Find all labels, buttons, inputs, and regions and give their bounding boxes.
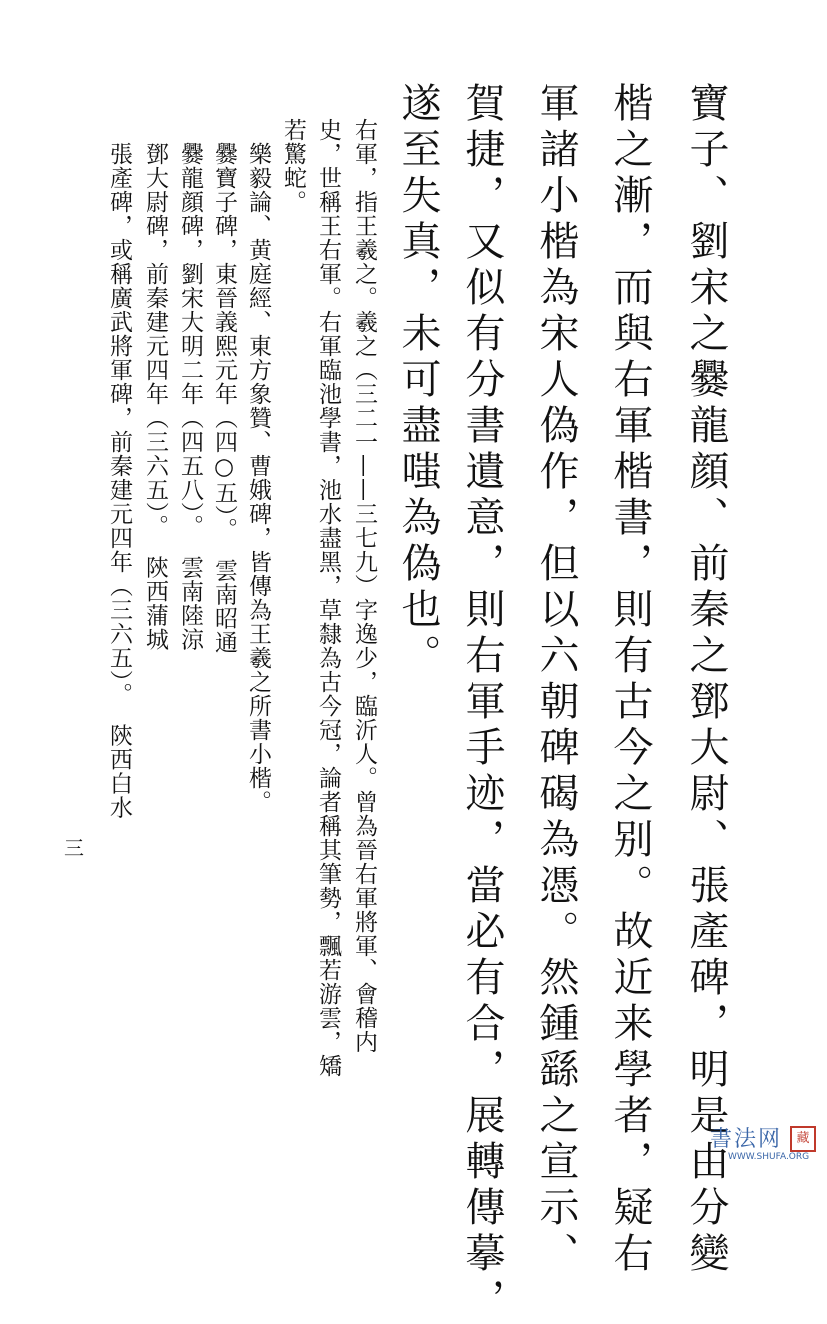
main-column-4: 賀捷，又似有分書遺意，則右軍手迹，當必有合，展轉傳摹， <box>459 82 505 1324</box>
main-column-1: 寶子、劉宋之爨龍顔、前秦之鄧大尉、張產碑，明是由分變 <box>683 82 729 1278</box>
note-column-2: 史，世稱王右軍。右軍臨池學書，池水盡黑，草隸為古今冠，論者稱其筆勢，飄若游雲，矯 <box>315 118 341 1078</box>
main-column-3: 軍諸小楷為宋人偽作，但以六朝碑碣為憑。然鍾繇之宣示、 <box>533 82 579 1278</box>
main-column-5: 遂至失真，未可盡嗤為偽也。 <box>395 82 441 680</box>
note-column-1: 右軍，指王羲之。羲之（三二一——三七九）字逸少，臨沂人。曾為晉右軍將軍、會稽内 <box>351 118 377 1054</box>
note-column-3: 若驚蛇。 <box>280 118 306 214</box>
main-column-2: 楷之漸，而與右軍楷書，則有古今之别。故近来學者，疑右 <box>607 82 653 1278</box>
note-column-7: 鄧大尉碑，前秦建元四年（三六五）。 陝西蒲城 <box>142 142 168 652</box>
note-column-6: 爨龍顔碑，劉宋大明二年（四五八）。 雲南陸涼 <box>177 142 203 652</box>
watermark-text: 書法网 <box>710 1127 783 1152</box>
watermark-seal: 藏 <box>790 1126 816 1152</box>
note-column-8: 張產碑，或稱廣武將軍碑，前秦建元四年（三六五）。 陝西白水 <box>106 142 132 820</box>
note-column-5: 爨寶子碑，東晉義熙元年（四○五）。 雲南昭通 <box>211 142 237 655</box>
page-number: 三 <box>64 836 84 860</box>
site-watermark <box>700 1118 820 1164</box>
watermark-url: WWW.SHUFA.ORG <box>728 1152 810 1162</box>
note-column-4: 樂毅論、黄庭經、東方象贊、曹娥碑，皆傳為王羲之所書小楷。 <box>245 142 271 814</box>
